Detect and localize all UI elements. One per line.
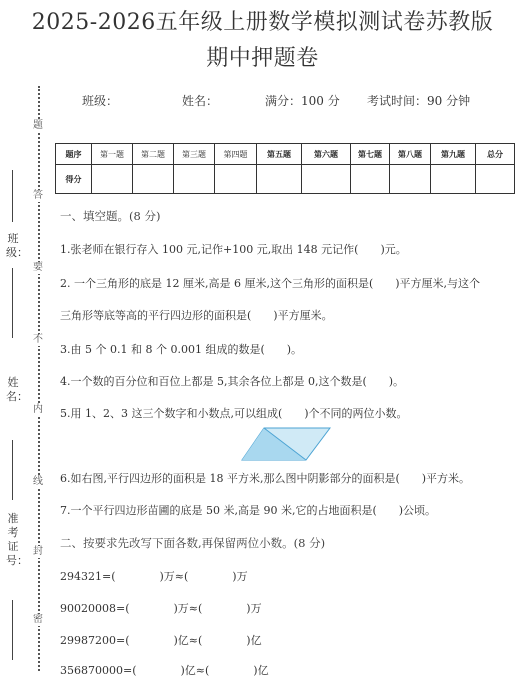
score-row-label: 得分 xyxy=(56,165,92,194)
class-label: 班级： xyxy=(82,94,119,108)
binding-mark: 要 xyxy=(33,262,43,273)
question-1: 1.张老师在银行存入 100 元,记作+100 元,取出 148 元记作( )元。 xyxy=(60,243,407,256)
class-fill-line-lower xyxy=(12,268,13,338)
table-header-cell: 第七题 xyxy=(351,144,390,165)
score-cell[interactable] xyxy=(215,165,257,194)
exam-time: 考试时间：90 分钟 xyxy=(367,94,471,108)
table-header-cell: 题序 xyxy=(56,144,92,165)
score-cell[interactable] xyxy=(476,165,515,194)
rewrite-item: 294321=( )万≈( )万 xyxy=(60,570,248,583)
class-side-label: 班级： xyxy=(6,232,28,259)
binding-mark: 不 xyxy=(33,334,43,345)
exam-id-fill-line xyxy=(12,600,13,660)
page-subtitle: 期中押题卷 xyxy=(206,46,319,71)
table-header-cell: 第三题 xyxy=(174,144,215,165)
question-7: 7.一个平行四边形苗圃的底是 50 米,高是 90 米,它的占地面积是( )公顷。 xyxy=(60,504,437,517)
score-cell[interactable] xyxy=(431,165,476,194)
score-cell[interactable] xyxy=(390,165,431,194)
table-header-cell: 第一题 xyxy=(92,144,133,165)
section-1-heading: 一、填空题。(8 分) xyxy=(60,209,161,223)
binding-marks xyxy=(32,86,44,671)
question-5: 5.用 1、2、3 这三个数字和小数点,可以组成( )个不同的两位小数。 xyxy=(60,407,408,420)
binding-mark: 封 xyxy=(33,546,43,557)
parallelogram-figure xyxy=(240,426,332,462)
score-table-header-row xyxy=(56,144,515,165)
question-4: 4.一个数的百分位和百位上都是 5,其余各位上都是 0,这个数是( )。 xyxy=(60,375,405,388)
score-cell[interactable] xyxy=(92,165,133,194)
score-cell[interactable] xyxy=(257,165,302,194)
score-cell[interactable] xyxy=(302,165,351,194)
page-title: 2025-2026五年级上册数学模拟测试卷苏教版 xyxy=(31,10,494,35)
exam-id-side-label: 准考证号： xyxy=(6,512,28,567)
table-header-cell: 总分 xyxy=(476,144,515,165)
binding-mark: 题 xyxy=(33,120,43,131)
table-header-cell: 第九题 xyxy=(431,144,476,165)
question-6: 6.如右图,平行四边形的面积是 18 平方米,那么图中阴影部分的面积是( )平方米。 xyxy=(60,472,471,485)
table-header-cell: 第四题 xyxy=(215,144,257,165)
table-header-cell: 第五题 xyxy=(257,144,302,165)
name-side-label: 姓名： xyxy=(6,376,28,403)
question-2-line-1: 2. 一个三角形的底是 12 厘米,高是 6 厘米,这个三角形的面积是( )平方厘米,与这个 xyxy=(60,277,481,290)
section-2-heading: 二、按要求先改写下面各数,再保留两位小数。(8 分) xyxy=(60,536,326,550)
class-fill-line xyxy=(12,170,13,222)
full-score: 满分：100 分 xyxy=(265,94,340,108)
question-2-line-2: 三角形等底等高的平行四边形的面积是( )平方厘米。 xyxy=(60,309,333,322)
name-label: 姓名： xyxy=(182,94,219,108)
rewrite-item: 90020008=( )万≈( )万 xyxy=(60,602,262,615)
score-cell[interactable] xyxy=(351,165,390,194)
score-cell[interactable] xyxy=(133,165,174,194)
binding-mark: 答 xyxy=(33,190,43,201)
binding-mark: 密 xyxy=(33,614,43,625)
table-header-cell: 第八题 xyxy=(390,144,431,165)
binding-mark: 内 xyxy=(33,404,43,415)
rewrite-item: 356870000=( )亿≈( )亿 xyxy=(60,664,269,677)
score-table xyxy=(55,143,515,194)
question-3: 3.由 5 个 0.1 和 8 个 0.001 组成的数是( )。 xyxy=(60,343,303,356)
rewrite-item: 29987200=( )亿≈( )亿 xyxy=(60,634,262,647)
table-header-cell: 第二题 xyxy=(133,144,174,165)
binding-mark: 线 xyxy=(33,476,43,487)
name-fill-line xyxy=(12,440,13,500)
score-cell[interactable] xyxy=(174,165,215,194)
score-table-score-row xyxy=(56,165,515,194)
table-header-cell: 第六题 xyxy=(302,144,351,165)
